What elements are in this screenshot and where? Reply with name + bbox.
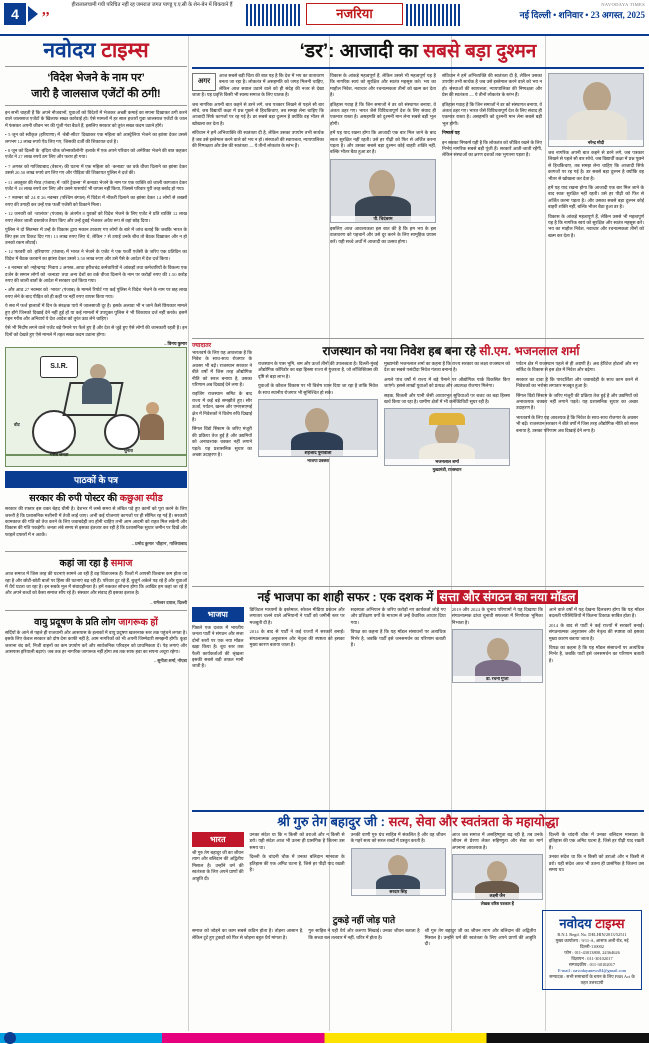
editorial-subtitle-2: जारी है जालसाज एजेंटों की ठगी!	[31, 88, 161, 100]
lead-para: विकास के आंकड़े महत्वपूर्ण हैं, लेकिन उससे भी महत्वपूर्ण यह है कि नागरिक स्वयं को सुरक्षित और स्वतंत्र महसूस करे। भय का माहौल निवेश, नवाचार और रचनात्मकता तीनों को खत्म कर देता है।	[330, 73, 436, 98]
lead-para: इतिहास गवाह है कि जिन समाजों ने डर को संस्थागत बनाया, वे अंततः ठहर गए। भारत जैसे विविधतापूर्ण देश के लिए संवाद ही एकमात्र रास्ता है। असहमति को दुश्मनी मान लेना सबसे बड़ी भूल होगी।	[330, 101, 436, 126]
mid-para: अगले पांच वर्षों में राज्य में बड़े पैमाने पर औद्योगिक पार्क विकसित किए जाएंगे। इससे लाखों युवाओं को प्रत्यक्ष और अप्रत्यक्ष रोजगार मिलेगा।	[384, 376, 510, 389]
guru-headline-a: श्री गुरु तेग बहादुर जी :	[277, 814, 389, 829]
footer-logo-dot	[4, 1032, 16, 1044]
contact-box	[542, 910, 642, 990]
third-photo-author	[452, 629, 543, 683]
mid-para: मुख्यमंत्री भजनलाल शर्मा का कहना है कि राज्य सरकार का लक्ष्य राजस्थान को देश का सबसे पसंदीदा निवेश गंतव्य बनाना है।	[384, 361, 510, 373]
mid-photo-bhajanlal	[384, 408, 510, 466]
editorial-para: • और आठ 27 नवम्बर को ‘भारत’ (पंजाब) के मामले रिपोर्ट गए कई पुलिस ने विदेश भेजने के नाम पर छह लाख रुपए लेने के बाद पीड़ित को ही कहीं पर नहीं रुपए वापस किया गया।	[5, 287, 187, 299]
mid-para: युवाओं के कौशल विकास पर भी विशेष ध्यान दिया जा रहा है ताकि निवेश के साथ स्थानीय रोजगार भी सुनिश्चित हो सके।	[258, 383, 378, 395]
editorial-para: • 11 अक्तूबर की मेरठ (पंजाब) में ‘कोरे ट्रेवल्स’ में कनाडा भेजने के नाम पर एक व्यक्ति को जाली कागजात देकर एजेंट ने 18 लाख रुपये ठग लिए और उसने पासपोर्ट भी वापस नहीं किया, जिससे परिवार पूरी तरह बर्बाद हो गया।	[5, 179, 187, 192]
mid-headline-b: सी.एम. भजनलाल शर्मा	[479, 344, 580, 358]
lead-para: इतिहास गवाह है कि जिन समाजों ने डर को संस्थागत बनाया, वे अंततः ठहर गए। भारत जैसे विविधतापूर्ण देश के लिए संवाद ही एकमात्र रास्ता है। असहमति को दुश्मनी मान लेना सबसे बड़ी भूल होगी।	[442, 101, 542, 126]
edition-date: नई दिल्ली • शनिवार • 23 अगस्त, 2025	[519, 10, 645, 20]
lead-para: हमें यह याद रखना होगा कि आजादी एक बार मिल जाने के बाद स्वतः सुरक्षित नहीं रहती। उसे हर पीढ़ी को फिर से अर्जित करना पड़ता है। और उसका सबसे बड़ा दुश्मन कोई बाहरी शक्ति नहीं, बल्कि भीतर बैठा हुआ डर है।	[548, 185, 644, 210]
lead-para: इसलिए आज आवश्यकता इस बात की है कि हम भय के इस वातावरण को पहचानें और उसे दूर करने के लिए सामूहिक प्रयास करें। यही सच्चे अर्थों में आजादी का उत्सव होगा।	[330, 225, 436, 244]
mid-col-2	[384, 361, 510, 405]
guru-sub-para: समाज को जोड़ने का काम सबसे कठिन होता है। तोड़ना आसान है, लेकिन टूटे हुए टुकड़ों को फिर से जोड़ना बहुत धैर्य मांगता है।	[192, 928, 304, 940]
lead-para: जब नागरिक अपनी बात कहने से डरने लगे, जब पत्रकार लिखने से पहले सौ बार सोचे, जब विद्यार्थी कक्षा में प्रश्न पूछने से हिचकिचाए, तब समझ लेना चाहिए कि आजादी सिर्फ कागजों पर रह गई है। डर सबसे बड़ा दुश्मन है क्योंकि वह भीतर से खोखला कर देता है।	[548, 150, 644, 181]
contact-logo	[546, 914, 638, 932]
guru-col-4	[549, 832, 644, 873]
mid-para: भारतवर्ष के लिए यह आवश्यक है कि निवेश के साथ-साथ रोजगार के अवसर भी बढ़ें। राजस्थान सरकार ने बीते वर्षों में जिस तरह औद्योगिक नीति को सरल बनाया है, उसका परिणाम अब दिखाई देने लगा है।	[516, 414, 638, 433]
letter-sign-2: – रामेश्वर दयाल, दिल्ली	[150, 599, 187, 605]
mid-para: राजस्थान के पास भूमि, श्रम और ऊर्जा तीनों की उपलब्धता है। दिल्ली-मुंबई औद्योगिक कॉरिडोर का बड़ा हिस्सा राज्य से गुजरता है, जो लॉजिस्टिक्स की दृष्टि से बड़ा लाभ है।	[258, 361, 378, 379]
third-col-2	[351, 607, 446, 648]
third-story	[192, 584, 644, 683]
letters-section-header: पाठकों के पत्र	[5, 471, 187, 488]
arrow-icon	[28, 6, 38, 22]
guru-headline-b: सत्य, सेवा और स्वतंत्रता के महायोद्धा	[388, 814, 559, 829]
contact-rni: R.N.I. Regd. No. DELHIN/2013/52511	[557, 932, 627, 938]
third-para: विपक्ष का कहना है कि यह मॉडल संसाधनों पर अत्यधिक निर्भर है, जबकि पार्टी इसे जनसमर्थन का परिणाम बताती है।	[350, 629, 446, 648]
cartoon-rider-body	[82, 378, 112, 404]
contact-note: सम्पादक : सभी समाचारों के चयन के लिए PRB Act के तहत उत्तरदायी	[549, 974, 635, 986]
editorial-para: • 8 जून को दिल्ली के ‘इंदिरा चौक जोन्सकॉलोनी’ इलाके में एक अपने परिवार को अमेरिका भेजने की बात कहकर एजेंट ने 27 लाख रुपये ठग लिए और फरार हो गया।	[5, 148, 187, 160]
section-title: नजरिया	[306, 3, 403, 25]
mid-col-1	[258, 361, 378, 396]
mid-headline-a: राजस्थान को नया निवेश हब बना रहे	[322, 344, 480, 358]
guru-col-0	[192, 850, 244, 882]
letter-body-3	[5, 630, 187, 656]
paper-logo-part2: टाइम्स	[101, 39, 149, 62]
third-para: विपक्ष का कहना है कि यह मॉडल संसाधनों पर अत्यधिक निर्भर है, जबकि पार्टी इसे जनसमर्थन का परिणाम बताती है।	[548, 645, 644, 663]
third-para: पिछले एक दशक में भारतीय जनता पार्टी ने संगठन और सत्ता दोनों स्तरों पर एक नया मॉडल खड़ा किया है। बूथ स्तर तक फैली कार्यकर्ताओं की श्रृंखला इसकी सबसे बड़ी ताकत मानी जाती है।	[192, 625, 244, 669]
editorial-para: • 5 जून को स्वीकृत (हरियाणा) में ‘बेबी-सीटा’ दिखाकर एक महिला को आस्ट्रेलिया भेजने का झांसा देकर उससे लगभग 12 लाख रुपये ऐंठ लिए गए, जिसकी दर्जी की शिकायत दर्ज है।	[5, 132, 187, 144]
lead-photo-caption-2: नरेन्द्र मोदी	[549, 140, 643, 146]
letter-title-3-a: वायु प्रदूषण के प्रति लोग	[34, 616, 119, 628]
third-para: 2019 और 2024 के चुनाव परिणामों ने यह दिखाया कि संगठनात्मक ढांचा चुनावी सफलता में निर्णायक भूमिका निभाता है।	[451, 607, 543, 625]
guru-photo-2	[452, 854, 543, 900]
contact-address: मुख्य कार्यालय : 9/11-A, आसफ अली रोड, नई दिल्ली-110002	[555, 938, 629, 950]
guru-col-2	[351, 832, 446, 845]
cartoon-label-bottom: गरीब जनता	[50, 452, 69, 458]
mid-para: भारतवर्ष के लिए यह आवश्यक है कि निवेश के साथ-साथ रोजगार के अवसर भी बढ़ें। राजस्थान सरकार ने बीते वर्षों में जिस तरह औद्योगिक नीति को सरल बनाया है, उसका परिणाम अब दिखाई देने लगा है।	[192, 350, 252, 388]
party-tag: भाजपा	[192, 607, 244, 622]
mid-sidebar-text	[192, 350, 252, 459]
third-headline-b: सत्ता और संगठन का नया मॉडल	[437, 590, 579, 604]
turban-shape	[429, 413, 465, 425]
letter-title-1-b: कछुआ स्पीड	[119, 493, 163, 505]
mid-para: सड़क, बिजली और पानी जैसी आधारभूत सुविधाओं पर बजट का बड़ा हिस्सा खर्च किया जा रहा है। ग्रामीण क्षेत्रों में भी कनेक्टिविटी सुधर रही है।	[384, 392, 510, 405]
third-col-0	[192, 625, 244, 670]
third-para: 2014 के बाद से पार्टी ने कई राज्यों में सरकारें बनाईं। संगठनात्मक अनुशासन और नेतृत्व की स्पष्टता को इसका मुख्य कारण बताया जाता है।	[249, 629, 345, 648]
lead-dropcap: अगर	[192, 73, 216, 91]
guru-para: दिल्ली के चांदनी चौक में उनका बलिदान मानवता के इतिहास की एक अमिट घटना है, जिसे हर पीढ़ी याद रखती है।	[249, 854, 345, 873]
third-col-3	[452, 607, 543, 626]
editorial-para: • 12 जनवरी को ‘जालंधर’ (पंजाब) के अंतर्गत 8 युवकों को विदेश भेजने के लिए एजेंट ने प्रति व्यक्ति 12 लाख रुपए लेकर जाली दस्तावेज तैयार किए और उन्हें दुबई भेजकर अवैध रूप से वहां छोड़ दिया।	[5, 211, 187, 223]
mid-photo-2-sub: मुख्यमंत्री, राजस्थान	[432, 467, 462, 473]
letter-text-2: आज समाज में जिस तरह की घटनाएं सामने आ रही हैं वह चिंताजनक हैं। रिश्तों में आपसी विश्वास कम होता जा रहा है और छोटी-छोटी बातों पर हिंसा की घटनाएं बढ़ रही हैं। परिवार टूट रहे हैं, बुजुर्ग अकेले पड़ रहे हैं और युवाओं में धैर्य घटता जा रहा है। इन सबके मूल में संवादहीनता है। हमें रुककर सोचना होगा कि आखिर हम कहां जा रहे हैं और अपने बच्चों को कैसा समाज सौंप रहे हैं। संस्कार और संवाद ही इसका इलाज है।	[5, 571, 187, 596]
stripe-decoration-left	[246, 4, 302, 26]
quote-icon: ,,	[42, 2, 50, 18]
lead-para: संविधान ने हमें अभिव्यक्ति की स्वतंत्रता दी है, लेकिन उसका उपयोग तभी सार्थक है जब उसे इस्तेमाल करने वाले को भय न हो। संस्थाओं की स्वायत्तता, न्यायपालिका की निष्पक्षता और प्रेस की स्वतंत्रता — ये तीनों लोकतंत्र के स्तंभ हैं।	[442, 73, 542, 98]
guru-sub-para: गुरु साहिब ने यही धैर्य और करुणा सिखाई। उनका जीवन बताता है कि सच्चा बल तलवार में नहीं, चरित्र में होता है।	[308, 928, 420, 940]
editorial-para: ऐसे भी निर्दोष लगने वाले एजेंट बड़े पैमाने पर फैले हुए हैं और देश से जुड़े हुए ऐसे लोगों की जानकारी रहती है। इन दिनों को देखते हुए ऐसे मामले में तहत सख्त कदम उठाना होगा।	[5, 325, 187, 337]
page-number: 4	[4, 3, 26, 25]
contact-logo-b: टाइम्स	[595, 916, 625, 932]
masthead	[0, 0, 649, 36]
lead-col-3	[442, 73, 542, 159]
masthead-tagline: हीरालालचामी गयी परिचित नहीं रह जमराज जगत पाण्डू ए.ए.सी के शेन-बेन में बिकवाने हैं	[71, 2, 233, 8]
guru-story	[192, 808, 644, 990]
guru-col-3	[452, 832, 543, 851]
lead-photo-chidambaram	[330, 159, 436, 223]
lead-col-1	[192, 73, 324, 149]
editorial-cartoon	[5, 347, 187, 467]
editorial-intro-text: इन सभी चाहती हैं कि अपने नौजवानों, युवाओं को विदेशों में भेजकर अच्छी कमाई का सपना दिखाकर ठगी करने वाले जालसाज एजेंटों के खिलाफ सख्त कार्रवाई हो। ऐसे मामलों में हर साल हजारों युवा जालसाज एजेंटों के जाल में फंसकर अपनी जीवन भर की पूंजी गंवा बैठते हैं, इसलिए सरकार को तुरंत सख्त कदम उठाने होंगे।	[5, 110, 187, 128]
lead-para: संविधान ने हमें अभिव्यक्ति की स्वतंत्रता दी है, लेकिन उसका उपयोग तभी सार्थक है जब उसे इस्तेमाल करने वाले को भय न हो। संस्थाओं की स्वायत्तता, न्यायपालिका की निष्पक्षता और प्रेस की स्वतंत्रता — ये तीनों लोकतंत्र के स्तंभ हैं।	[192, 130, 324, 149]
letter-title-1	[5, 491, 187, 504]
lead-para: आज सबसे बड़ी चिंता की बात यह है कि देश में भय का वातावरण बनता जा रहा है। लोकतंत्र में असहमति को जगह मिलनी चाहिए, लेकिन आज सवाल उठाने वाले को ही संदेह की नजर से देखा जाता है। यह प्रवृत्ति किसी भी स्वस्थ समाज के लिए घातक है।	[192, 73, 324, 98]
column-editorial	[5, 39, 187, 664]
guru-photo-1-caption: सरदार सिंह	[352, 889, 445, 895]
content-grid	[0, 36, 649, 1031]
editorial-subtitle-1: ‘विदेश भेजने के नाम पर’	[47, 72, 145, 84]
guru-para: दिल्ली के चांदनी चौक में उनका बलिदान मानवता के इतिहास की एक अमिट घटना है, जिसे हर पीढ़ी याद रखती है।	[548, 832, 644, 850]
lead-subhead: निष्कर्ष यह	[442, 130, 460, 136]
editorial-para: • 7 नवम्बर को 24 व 26 नवम्बर (पश्चिम बंगाल) में विदेश में नौकरी दिलाने का झांसा देकर 14 लोगों से शख्सों रुपए की उगाही कर उन्हें एक फर्जी एजेंसी को ठिकाने मिला।	[5, 195, 187, 207]
lead-headline-a: ‘डर’: आजादी का	[299, 41, 424, 62]
guru-para: आज जब समाज में असहिष्णुता बढ़ रही है, तब उनके जीवन से प्रेरणा लेकर सहिष्णुता और सेवा का मार्ग अपनाना आवश्यक है।	[451, 832, 543, 850]
third-para: आने वाले वर्षों में यह देखना दिलचस्प होगा कि यह मॉडल बदलती परिस्थितियों में कितना टिकाऊ साबित होता है।	[548, 607, 644, 619]
letter-title-1-a: सरकार की रुपी पोस्टर की	[29, 493, 120, 505]
third-photo-caption: डा. रचना गुप्ता	[453, 676, 542, 682]
third-headline	[192, 590, 644, 604]
letter-body-2	[5, 571, 187, 597]
cartoon-wheel-right	[104, 414, 140, 450]
guru-sub-para: श्री गुरु तेग बहादुर जी का जीवन त्याग और बलिदान की अद्वितीय मिसाल है। उन्होंने धर्म की स्वतंत्रता के लिए अपने प्राणों की आहुति दी।	[424, 928, 536, 947]
lead-para: जब नागरिक अपनी बात कहने से डरने लगे, जब पत्रकार लिखने से पहले सौ बार सोचे, जब विद्यार्थी कक्षा में प्रश्न पूछने से हिचकिचाए, तब समझ लेना चाहिए कि आजादी सिर्फ कागजों पर रह गई है। डर सबसे बड़ा दुश्मन है क्योंकि वह भीतर से खोखला कर देता है।	[192, 101, 324, 126]
stripe-decoration-right	[406, 4, 462, 26]
third-headline-a: नई भाजपा का शाही सफर : एक दशक में	[257, 590, 437, 604]
mid-para: सरकार का दावा है कि पारदर्शिता और जवाबदेही के साथ काम करने से निवेशकों का भरोसा लगातार मजबूत हुआ है।	[516, 376, 638, 389]
contact-phone: फोन : 011-43013800, 24364626	[564, 950, 620, 956]
lead-headline	[192, 41, 644, 63]
cartoon-ground-line	[6, 454, 186, 456]
letter-text-3: सर्दियों के आने से पहले ही राजधानी और आसपास के इलाकों में वायु प्रदूषण खतरनाक स्तर तक पहुंचने लगता है। इसके लिए केवल सरकार को दोष देना काफी नहीं है, आम नागरिकों को भी अपनी जिम्मेदारी समझनी होगी। कूड़ा जलाना बंद करें, निजी वाहनों का कम उपयोग करें और सार्वजनिक परिवहन को प्राथमिकता दें। पेड़ लगाएं और आसपास हरियाली बढ़ाएं। जब तक हर नागरिक जागरूक नहीं होगा तब तक साफ हवा का सपना अधूरा रहेगा।	[5, 629, 187, 655]
guru-tag: भारत	[192, 832, 244, 847]
third-para: डिजिटल माध्यमों के इस्तेमाल, सोशल मीडिया प्रबंधन और लगातार चलने वाले अभियानों ने पार्टी को जमीनी स्तर पर मजबूती दी है।	[249, 607, 345, 625]
contact-email[interactable]: E-mail : navodayanews84@gmail.com	[557, 968, 627, 974]
guru-para: उनका संदेश था कि न किसी को डराओ और न किसी से डरो। यही संदेश आज भी उतना ही प्रासंगिक है जितना उस समय था।	[548, 854, 644, 873]
third-para: 2014 के बाद से पार्टी ने कई राज्यों में सरकारें बनाईं। संगठनात्मक अनुशासन और नेतृत्व की स्पष्टता को इसका मुख्य कारण बताया जाता है।	[548, 622, 644, 641]
guru-sub-body	[192, 928, 536, 947]
lead-endnote: इन सबका निष्कर्ष यही है कि लोकतंत्र को जीवित रखने के लिए निर्भय नागरिक सबसे बड़ी पूंजी हैं। सरकारें आती-जाती रहेंगी, लेकिन संस्थाओं का क्षरण दशकों तक भुगतना पड़ता है।	[442, 139, 543, 158]
mid-col-3	[516, 361, 638, 434]
lead-col-4	[548, 150, 644, 239]
guru-photo-2-caption: लक्ष्मी जैन	[453, 893, 542, 899]
letter-text-1: सरकार की रफ्तार इस वक्त बेहद धीमी है। देशभर में लम्बे समय से लंबित पड़े हुए कामों को पूरा करने के लिए जरूरी है कि प्रशासनिक मशीनरी में तेजी लाई जाए। अभी कई योजनाएं कागजों पर ही सीमित रह गई हैं। सरकारी कामकाज की गति को तेज करने के लिए जवाबदेही तय होनी चाहिए तभी आम आदमी को राहत मिल सकेगी और विकास की गति पकड़ेगी। जनता लंबे समय से इसका इंतजार कर रही है कि प्रशासनिक सुधार जमीन पर दिखें और फाइलें दफ्तरों में न अटकें।	[5, 506, 187, 537]
lead-col-2	[330, 73, 436, 156]
mid-story	[192, 336, 644, 473]
mid-headline	[258, 344, 644, 358]
mid-para: पर्यटन क्षेत्र में राजस्थान पहले से ही अग्रणी है। अब हेरिटेज होटलों और नए सर्किट के विकास से इस क्षेत्र में निवेश और बढ़ेगा।	[516, 361, 638, 373]
third-col-4	[549, 607, 644, 664]
contact-editorial: सम्पादकीय : 011-30102017	[568, 962, 616, 968]
lead-para: हमें यह याद रखना होगा कि आजादी एक बार मिल जाने के बाद स्वतः सुरक्षित नहीं रहती। उसे हर पीढ़ी को फिर से अर्जित करना पड़ता है। और उसका सबसे बड़ा दुश्मन कोई बाहरी शक्ति नहीं, बल्कि भीतर बैठा हुआ डर है।	[330, 130, 436, 155]
lead-story	[192, 39, 644, 248]
editorial-para: पुलिस ने दो सितम्बर में उन्हें के विकास द्वारा मकान टरकाए गए लोगों के बारे में जांच बताई कि जबकि भारत के लिए इस उप टिकट दिए गए। 13 लाख रुपए लिए थे, लेकिन 7 से उपाई उनके बीच तो बैठक दिखाकर और न हो उनको रकम लौटाई।	[5, 227, 187, 245]
letter-sign-3: – सुनीता शर्मा, नोएडा	[153, 658, 187, 664]
third-col-1	[250, 607, 345, 648]
lead-col-2b	[330, 226, 436, 245]
lead-photo-caption-1: पी. चिदंबरम	[331, 216, 435, 222]
edition-brand: NAVODAYA TIMES	[601, 2, 645, 7]
guru-headline	[192, 815, 644, 829]
editorial-para: • 7 अगस्त को गाजियाबाद (वेस्टन) की घटना में एक महिला को ‘कनाडा’ का वर्क वीजा दिलाने का झांसा देकर उससे 20.50 लाख रुपये ठग लिए गए और पीड़िता की शिकायत पुलिस ने दर्ज की।	[5, 163, 187, 176]
letter-sign-1: – प्रमोद कुमार 'चौहान', गाजियाबाद	[131, 541, 187, 547]
edition-block	[520, 2, 645, 21]
mid-para: सिंगल विंडो सिस्टम के जरिए मंजूरी की प्रक्रिया तेज हुई है और उद्यमियों को अनावश्यक चक्कर नहीं लगाने पड़ते। यह प्रशासनिक सुधार का अच्छा उदाहरण है।	[192, 426, 252, 458]
letter-title-2-a: कहां जा रहा है	[59, 558, 111, 570]
paper-logo-part1: नवोदय	[43, 39, 102, 62]
guru-photo-2-sub: लेखक वरिष्ठ पत्रकार हैं	[480, 901, 514, 907]
editorial-para: • 12 फरवरी को ‘हरियाणा’ (पंजाब) में भारत ने भेजने के एजेंट ने एक फर्जी एजेंसी के जरिए एक प्रतिदिन का विदेश में बैठक करवाने का झांसा देकर उससे 3.50 लाख रुपए और उसे पैसे के आदेश में देश दर्ज किया।	[5, 249, 187, 261]
guru-col-1	[250, 832, 345, 873]
contact-ads: विज्ञापन : 011-30102017	[571, 956, 613, 962]
letter-title-3	[5, 615, 187, 628]
mid-photo-1-sub: भाजपा प्रवक्ता	[306, 458, 330, 464]
paper-logo	[5, 39, 187, 62]
letter-title-2	[5, 556, 187, 569]
guru-sub-title: टुकड़े नहीं जोड़ पाते	[332, 915, 396, 926]
cartoon-sir-sign: S.I.R.	[40, 356, 78, 378]
editorial-intro	[5, 110, 187, 129]
editorial-byline: – विनय कुमार	[164, 341, 187, 347]
editorial-para: ये सब में फर्ज हालातों में दिन के संरक्षक पाये में जालसाजी दूर है। इसके अलावा भी न जाने कैसे छिपकार मामले हुए होंगे जिनको दिखाई देने नहीं हुई हों या कई मामलों में उपयुक्त पुलिस ने भी शिकायत दर्ज नहीं करके। इसमें गहन गरीब और अनिवार्य ये देश आदेश को तुरंत उठा लेने चाहिए।	[5, 303, 187, 321]
lead-photo-modi	[548, 73, 644, 147]
letter-title-3-b: जागरूक हों	[118, 616, 158, 628]
mid-para: राइजिंग राजस्थान समिट के बाद राज्य में कई बड़े समझौते हुए। सौर ऊर्जा, पर्यटन, खनन और एमएसएमई क्षेत्र में निवेशकों ने विशेष रुचि दिखाई है।	[192, 391, 252, 423]
cartoon-bystander-body	[140, 414, 164, 440]
cartoon-label-left: वोट	[14, 422, 20, 428]
letter-title-2-b: समाज	[110, 558, 133, 570]
mid-kicker: ज्यादातर	[192, 343, 212, 349]
guru-para: उनकी वाणी गुरु ग्रंथ साहिब में संकलित है और वह जीवन के गहरे सत्य को सरल शब्दों में प्रस्तुत करती है।	[350, 832, 446, 844]
guru-photo-1	[351, 848, 446, 896]
contact-logo-a: नवोदय	[559, 916, 596, 932]
third-para: सदस्यता अभियान के जरिए करोड़ों नए कार्यकर्ता जोड़े गए और प्रशिक्षण वर्गों के माध्यम से उन्हें वैचारिक आधार दिया गया।	[350, 607, 446, 625]
editorial-para: • 8 नवम्बर को ‘महेन्द्रगढ़’ निवाय 2 अगस्त–आधा हरीशचंद्र कर्मचारियों ने आंकड़ों तथा कर्मचारियों के विकल्प एक दर्जन के समान लोगों को ‘कनाडा’ तथा अन्य देशों का वर्क वीजा दिलाने के नाम पर करोड़ों रुपए की 1.50 करोड़ रुपए की जाली बातों के आदेश में सरकार दर्ज किया गया।	[5, 265, 187, 283]
mid-photo-1-caption: शहजाद पूनावाला	[259, 450, 377, 456]
mid-photo-poonawalla	[258, 399, 378, 457]
editorial-body	[5, 132, 187, 338]
footer-color-strip	[0, 1033, 649, 1043]
lead-headline-b: सबसे बड़ा दुश्मन	[423, 41, 537, 62]
mid-para: सिंगल विंडो सिस्टम के जरिए मंजूरी की प्रक्रिया तेज हुई है और उद्यमियों को अनावश्यक चक्कर नहीं लगाने पड़ते। यह प्रशासनिक सुधार का अच्छा उदाहरण है।	[516, 392, 638, 411]
lead-para: विकास के आंकड़े महत्वपूर्ण हैं, लेकिन उससे भी महत्वपूर्ण यह है कि नागरिक स्वयं को सुरक्षित और स्वतंत्र महसूस करे। भय का माहौल निवेश, नवाचार और रचनात्मकता तीनों को खत्म कर देता है।	[548, 213, 644, 238]
guru-para: उनका संदेश था कि न किसी को डराओ और न किसी से डरो। यही संदेश आज भी उतना ही प्रासंगिक है जितना उस समय था।	[249, 832, 345, 850]
guru-para: श्री गुरु तेग बहादुर जी का जीवन त्याग और बलिदान की अद्वितीय मिसाल है। उन्होंने धर्म की स्वतंत्रता के लिए अपने प्राणों की आहुति दी।	[192, 850, 244, 881]
cartoon-label-right: चुनाव	[124, 448, 133, 454]
letter-body-1	[5, 506, 187, 538]
mid-photo-2-caption: भजनलाल शर्मा	[385, 459, 509, 465]
cartoon-wheel-left	[32, 410, 76, 454]
